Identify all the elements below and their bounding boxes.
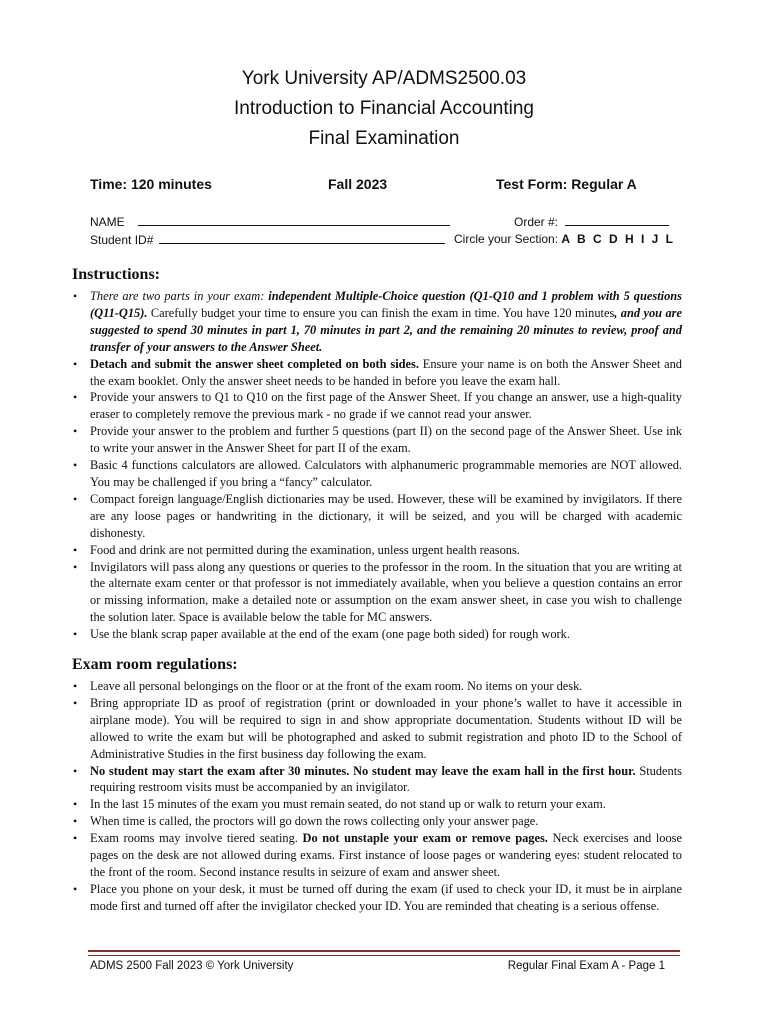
- order-label: Order #:: [514, 215, 559, 229]
- list-item: • Detach and submit the answer sheet completed on both sides. Ensure your name is on both the Answer Sheet and the exam booklet. Only the answer sheet needs to be handed in before you leave the exam hall.: [73, 356, 682, 388]
- student-id-section-row: [90, 232, 675, 250]
- list-item: • Exam rooms may involve tiered seating. Do not unstaple your exam or remove pages. Neck exercises and loose pages on the desk are not allowed during exams. First instance of loose pages or wandering eyes: student relocated to the front of the room. Second instance results in seizure of exam and answer sheet.: [73, 831, 683, 879]
- bullet-icon: •: [73, 831, 78, 846]
- bullet-icon: •: [73, 679, 78, 693]
- order-blank: [565, 214, 669, 226]
- bullet-icon: •: [73, 542, 78, 557]
- student-id-label: Student ID#: [90, 233, 154, 247]
- bullet-icon: •: [73, 458, 78, 473]
- exam-type-title: Final Examination: [308, 128, 460, 149]
- bullet-icon: •: [73, 390, 78, 405]
- test-form: Test Form: Regular A: [496, 176, 637, 192]
- exam-meta-row: [90, 176, 670, 198]
- exam-title-block: [0, 64, 768, 154]
- footer-page-number: Regular Final Exam A - Page 1: [507, 960, 665, 972]
- regulations-heading: Exam room regulations:: [72, 656, 238, 673]
- list-item: • Bring appropriate ID as proof of registration (print or downloaded in your phone’s wallet to have it accessible in airplane mode). You will be required to sign in and show appropriate documentation. Students without ID will be allowed to write the exam but will be photographed and asked to submit registration and photo ID to the School of Administrative Studies in the first business day following the exam.: [73, 695, 682, 761]
- list-item: • Provide your answer to the problem and further 5 questions (part II) on the second page of the Answer Sheet. Use ink to write your answer in the Answer Sheet for part II of the exam.: [73, 424, 682, 456]
- exam-time: Time: 120 minutes: [90, 176, 212, 192]
- regulations-list: [70, 678, 682, 915]
- footer-divider-thin: [88, 955, 680, 956]
- bullet-icon: •: [73, 424, 78, 439]
- student-id-blank: [159, 232, 445, 244]
- section-options: A B C D H I J L: [561, 232, 675, 246]
- instructions-heading: Instructions:: [72, 266, 161, 283]
- section-label: Circle your Section:: [454, 232, 559, 246]
- list-item: • Use the blank scrap paper available at the end of the exam (one page both sided) for rough work.: [73, 627, 570, 642]
- list-item: • When time is called, the proctors will go down the rows collecting only your answer page.: [73, 814, 539, 829]
- page-footer: [90, 960, 665, 976]
- instructions-list: [70, 288, 682, 643]
- list-item: • Invigilators will pass along any questions or queries to the professor in the room. In the situation that you are writing at the alternate exam center or that professor is not immediately available, when you believe a question contains an error or missing information, make a detailed note or assumption on the exam answer sheet, in case you wish to challenge the solution later. Space is available below the table for MC answers.: [73, 559, 682, 625]
- bullet-icon: •: [73, 627, 78, 642]
- footer-divider: [88, 950, 680, 952]
- bullet-icon: •: [73, 763, 78, 778]
- list-item: • Leave all personal belongings on the floor or at the front of the exam room. No items on your desk.: [73, 679, 583, 693]
- bullet-icon: •: [73, 797, 78, 812]
- bullet-icon: •: [73, 356, 78, 371]
- exam-term: Fall 2023: [328, 176, 388, 192]
- name-blank: [138, 214, 450, 226]
- course-code-title: York University AP/ADMS2500.03: [241, 68, 527, 89]
- list-item: • Provide your answers to Q1 to Q10 on the first page of the Answer Sheet. If you change an answer, use a high-quality eraser to completely remove the previous mark - no grade if we cannot read your answer.: [73, 390, 682, 422]
- list-item: • Place you phone on your desk, it must be turned off during the exam (if used to check your ID, it must be in airplane mode first and turned off after the invigilator checked your ID. You are reminded that cheating is a serious offense.: [73, 881, 682, 913]
- list-item: • Compact foreign language/English dictionaries may be used. However, these will be examined by invigilators. If there are any loose pages or handwriting in the dictionary, it will be seized, and you will be charged with academic dishonesty.: [73, 491, 682, 540]
- bullet-icon: •: [73, 289, 78, 303]
- list-item: • There are two parts in your exam: independent Multiple-Choice question (Q1-Q10 and 1 problem with 5 questions (Q11-Q15). Carefully budget your time to ensure you can finish the exam in time. You have 120 minutes, and you are suggested to spend 30 minutes in part 1, 70 minutes in part 2, and the remaining 20 minutes to review, proof and transfer of your answers to the Answer Sheet.: [73, 289, 682, 354]
- list-item: • In the last 15 minutes of the exam you must remain seated, do not stand up or walk to return your exam.: [73, 797, 606, 812]
- footer-copyright: ADMS 2500 Fall 2023 © York University: [90, 960, 294, 972]
- list-item: • Basic 4 functions calculators are allowed. Calculators with alphanumeric programmable memories are NOT allowed. You may be challenged if you bring a “fancy” calculator.: [73, 458, 682, 489]
- bullet-icon: •: [73, 695, 78, 710]
- bullet-icon: •: [73, 881, 78, 896]
- bullet-icon: •: [73, 559, 78, 574]
- bullet-icon: •: [73, 491, 78, 506]
- bullet-icon: •: [73, 814, 78, 829]
- name-order-row: [90, 214, 670, 232]
- list-item: • Food and drink are not permitted during the examination, unless urgent health reasons.: [73, 542, 520, 557]
- list-item: • No student may start the exam after 30 minutes. No student may leave the exam hall in the first hour. Students requiring restroom visits must be accompanied by an invigilator.: [73, 763, 682, 795]
- name-label: NAME: [90, 215, 125, 229]
- course-name-title: Introduction to Financial Accounting: [234, 98, 534, 119]
